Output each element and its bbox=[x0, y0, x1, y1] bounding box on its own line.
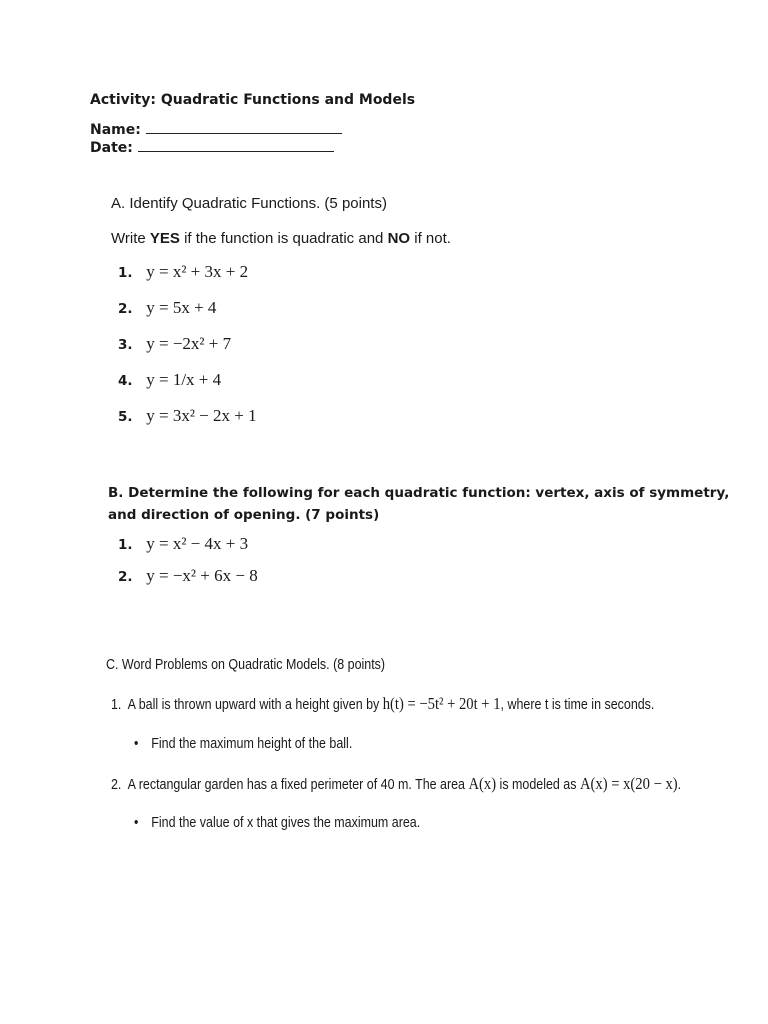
date-blank-line[interactable] bbox=[138, 139, 334, 152]
name-field[interactable] bbox=[90, 121, 342, 138]
name-blank-line[interactable] bbox=[146, 121, 342, 134]
date-field[interactable] bbox=[90, 139, 334, 156]
list-item: 2. y = 5x + 4 bbox=[118, 298, 217, 317]
equation: y = x² + 3x + 2 bbox=[146, 262, 249, 281]
list-item: 2. y = −x² + 6x − 8 bbox=[118, 566, 258, 585]
problem-number: 1. bbox=[111, 697, 122, 713]
name-label: Name: bbox=[90, 122, 141, 138]
area-formula: A(x) = x(20 − x) bbox=[579, 774, 678, 793]
equation: y = x² − 4x + 3 bbox=[146, 534, 249, 553]
word-problem: 1. A ball is thrown upward with a height given by h(t) = −5t² + 20t + 1, where t is time in seconds. bbox=[111, 694, 655, 713]
section-b-heading: B. Determine the following for each quadratic function: vertex, axis of symmetry, and direction of opening. (7 points) bbox=[108, 485, 730, 523]
list-item: • Find the maximum height of the ball. bbox=[134, 736, 353, 752]
section-a-heading: A. Identify Quadratic Functions. (5 points) bbox=[111, 195, 387, 212]
equation: y = −x² + 6x − 8 bbox=[146, 566, 258, 585]
no-keyword: NO bbox=[387, 230, 411, 247]
date-label: Date: bbox=[90, 140, 133, 156]
list-item: 1. y = x² + 3x + 2 bbox=[118, 262, 249, 281]
equation: y = −2x² + 7 bbox=[146, 334, 232, 353]
list-item: 1. y = x² − 4x + 3 bbox=[118, 534, 249, 553]
list-item: 5. y = 3x² − 2x + 1 bbox=[118, 406, 257, 425]
equation: y = 1/x + 4 bbox=[146, 370, 222, 389]
section-a-instructions: Write YES if the function is quadratic and NO if not. bbox=[111, 230, 451, 247]
list-item: 3. y = −2x² + 7 bbox=[118, 334, 232, 353]
equation: y = 3x² − 2x + 1 bbox=[146, 406, 257, 425]
height-formula: h(t) = −5t² + 20t + 1 bbox=[382, 694, 501, 713]
bullet-icon: • bbox=[134, 815, 139, 831]
list-item: • Find the value of x that gives the maximum area. bbox=[134, 815, 421, 831]
word-problem: 2. A rectangular garden has a fixed perimeter of 40 m. The area A(x) is modeled as A(x) = x(20 − x). bbox=[111, 774, 682, 793]
problem-number: 2. bbox=[111, 777, 122, 793]
bullet-icon: • bbox=[134, 736, 139, 752]
yes-keyword: YES bbox=[149, 230, 180, 247]
list-item: 4. y = 1/x + 4 bbox=[118, 370, 222, 389]
equation: y = 5x + 4 bbox=[146, 298, 217, 317]
worksheet-title: Activity: Quadratic Functions and Models bbox=[90, 92, 416, 108]
section-c-heading: C. Word Problems on Quadratic Models. (8 points) bbox=[106, 657, 386, 673]
